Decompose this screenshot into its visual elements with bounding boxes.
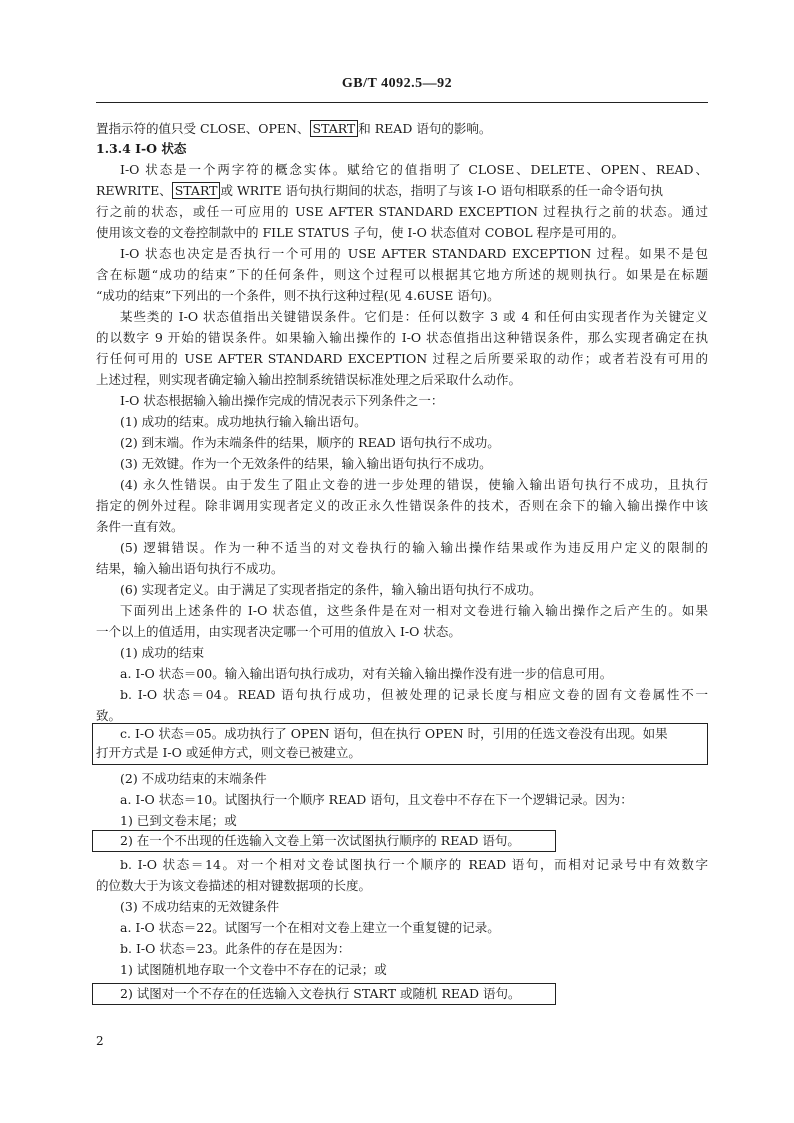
text-line: 含在标题“成功的结束”下的任何条件，则这个过程可以根据其它地方所述的规则执行。如果是在标题 — [96, 267, 708, 282]
text-line: 使用该文卷的文卷控制款中的 FILE STATUS 子句，使 I-O 状态值对 COBOL 程序是可用的。 — [96, 225, 625, 240]
list-item: 1) 试图随机地存取一个文卷中不存在的记录；或 — [120, 962, 387, 977]
text-line: 上述过程，则实现者确定输入输出控制系统错误标准处理之后采取什么动作。 — [96, 372, 522, 387]
text-line: 行之前的状态，或任一可应用的 USE AFTER STANDARD EXCEPTION 过程执行之前的状态。通过 — [96, 204, 708, 219]
text-line: 一个以上的值适用，由实现者决定哪一个可用的值放入 I-O 状态。 — [96, 624, 461, 639]
text-line: 致。 — [96, 708, 122, 723]
section-heading: 1.3.4 I-O 状态 — [96, 141, 187, 156]
text-line: 的以数字 9 开始的错误条件。如果输入输出操作的 I-O 状态值指出这种错误条件，那么实现者确定在执 — [96, 330, 708, 345]
list-item: a. I-O 状态＝10。试图执行一个顺序 READ 语句，且文卷中不存在下一个逻辑记录。因为： — [120, 792, 633, 807]
list-item: (5) 逻辑错误。作为一种不适当的对文卷执行的输入输出操作结果或作为违反用户定义的限制的 — [120, 540, 708, 555]
text-line: 指定的例外过程。除非调用实现者定义的改正永久性错误条件的技术，否则在余下的输入输出操作中该 — [96, 498, 708, 513]
page-number: 2 — [96, 1034, 104, 1048]
list-item: b. I-O 状态＝04。READ 语句执行成功，但被处理的记录长度与相应文卷的固有文卷属性不一 — [120, 687, 708, 702]
revision-box: START — [310, 120, 359, 137]
list-item: (1) 成功的结束。成功地执行输入输出语句。 — [120, 414, 367, 429]
list-item: (4) 永久性错误。由于发生了阻止文卷的进一步处理的错误，使输入输出语句执行不成功，且执行 — [120, 477, 708, 492]
text-line: 某些类的 I-O 状态值指出关键错误条件。它们是：任何以数字 3 或 4 和任何由实现者作为关键定义 — [120, 309, 708, 324]
page-header: GB/T 4092.5—92 — [341, 76, 453, 91]
text-line: 置指示符的值只受 CLOSE、OPEN、 START 和 READ 语句的影响。 — [96, 121, 492, 136]
list-item: (2) 到末端。作为末端条件的结果，顺序的 READ 语句执行不成功。 — [120, 435, 500, 450]
text-line: 的位数大于为该文卷描述的相对键数据项的长度。 — [96, 878, 372, 893]
list-item: (6) 实现者定义。由于满足了实现者指定的条件，输入输出语句执行不成功。 — [120, 582, 542, 597]
text-line: 下面列出上述条件的 I-O 状态值，这些条件是在对一相对文卷进行输入输出操作之后产生的。如果 — [120, 603, 708, 618]
text-line: “成功的结束”下列出的一个条件，则不执行这种过程(见 4.6USE 语句)。 — [96, 288, 500, 303]
list-item: c. I-O 状态＝05。成功执行了 OPEN 语句，但在执行 OPEN 时，引用的任选文卷没有出现。如果 — [120, 726, 668, 741]
subsection-label: (1) 成功的结束 — [120, 645, 205, 660]
list-item: a. I-O 状态＝22。试图写一个在相对文卷上建立一个重复键的记录。 — [120, 920, 500, 935]
text-line: 打开方式是 I-O 或延伸方式，则文卷已被建立。 — [96, 745, 361, 760]
text-line: I-O 状态是一个两字符的概念实体。赋给它的值指明了 CLOSE、DELETE、OPEN、READ、 — [120, 162, 708, 177]
header-rule — [96, 102, 708, 103]
text-line: 结果，输入输出语句执行不成功。 — [96, 561, 284, 576]
revision-box: START — [172, 182, 221, 199]
list-item: 2) 在一个不出现的任选输入文卷上第一次试图执行顺序的 READ 语句。 — [120, 833, 520, 848]
text-line: 行任何可用的 USE AFTER STANDARD EXCEPTION 过程之后所要采取的动作；或者若没有可用的 — [96, 351, 708, 366]
list-item: 1) 已到文卷末尾；或 — [120, 813, 237, 828]
subsection-label: (2) 不成功结束的末端条件 — [120, 771, 267, 786]
text-line: I-O 状态也决定是否执行一个可用的 USE AFTER STANDARD EXCEPTION 过程。如果不是包 — [120, 246, 708, 261]
text-line: REWRITE、 START 或 WRITE 语句执行期间的状态，指明了与该 I-O 语句相联系的任一命令语句执 — [96, 183, 663, 198]
list-item: b. I-O 状态＝23。此条件的存在是因为： — [120, 941, 351, 956]
list-item: a. I-O 状态＝00。输入输出语句执行成功，对有关输入输出操作没有进一步的信息可用。 — [120, 666, 613, 681]
list-item: 2) 试图对一个不存在的任选输入文卷执行 START 或随机 READ 语句。 — [120, 986, 521, 1001]
list-item: (3) 无效键。作为一个无效条件的结果，输入输出语句执行不成功。 — [120, 456, 492, 471]
subsection-label: (3) 不成功结束的无效键条件 — [120, 899, 280, 914]
text-line: I-O 状态根据输入输出操作完成的情况表示下列条件之一： — [120, 393, 444, 408]
text-line: 条件一直有效。 — [96, 519, 184, 534]
list-item: b. I-O 状态＝14。对一个相对文卷试图执行一个顺序的 READ 语句，而相对记录号中有效数字 — [120, 857, 708, 872]
